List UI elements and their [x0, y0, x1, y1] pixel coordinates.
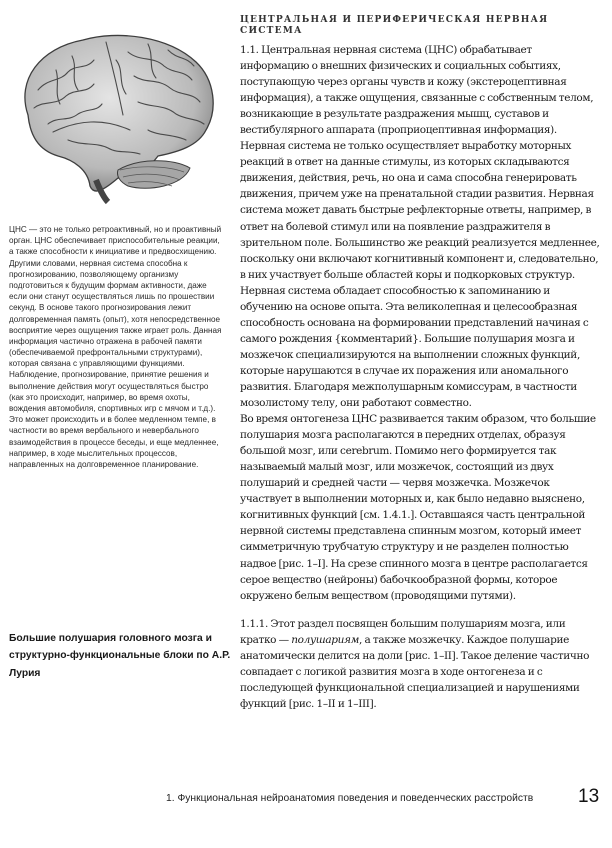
main-text [240, 42, 602, 712]
footer-chapter-title: 1. Функциональная нейроанатомия поведения и поведенческих расстройств [166, 793, 534, 804]
paragraph-ontogenesis: Во время онтогенеза ЦНС развивается таким образом, что большие полушария мозга располагаются в передних отделах, образуя большой мозг, или cerebrum. Помимо него формируется так называемый малый мозг, или мозжечок, состоящий из двух полушарий и средней части — червя мозжечка. Мозжечок участвует в выполнении моторных и, как было недавно выяснено, когнитивных функций [см. 1.4.1.]. Оставшаяся часть центральной нервной системы представлена спинным мозгом, который имеет симметричную трубчатую структуру и не разделен полностью надвое [рис. 1–I]. На срезе спинного мозга в центре располагается серое вещество (нейроны) бабочкообразной формы, которое окружено белым веществом (проводящими путями). [240, 413, 596, 602]
running-head: ЦЕНТРАЛЬНАЯ И ПЕРИФЕРИЧЕСКАЯ НЕРВНАЯ СИСТЕМА [240, 14, 549, 36]
paragraph-text: , а также мозжечку. Каждое полушарие анатомически делится на доли [рис. 1–II]. Такое деление частично совпадает с логикой развития мозга в ходе онтогенеза и с последующей функциональной специализацией и нарушениями функций [рис. 1–II и 1–III]. [240, 633, 590, 710]
sidenote: ЦНС — это не только ретроактивный, но и проактивный орган. ЦНС обеспечивает приспособительные реакции, а также способности к инициативе и предвосхищению. Другими словами, нервная система способна к прогнозированию, позволяющему организму подготовиться к будущим формам активности, даже если они станут осуществляться лишь по прошествии секунд. В основе такого прогнозирования лежит долговременная память (опыт), хотя непосредственное восприятие через ощущения также играет роль. Данная информация частично отражена в рабочей памяти (обеспечиваемой префронтальными структурами), которая связана с управляющими функциями. Наблюдение, прогнозирование, принятие решения и выполнение действия могут осуществляться быстро (как это происходит, например, во время охоты, вождения автомобиля, спортивных игр с мячом и т.д.). Это может происходить и в более медленном темпе, в частности во время вербального и невербального взаимодействия в процессе беседы, и еще медленнее, например, в ходе мыслительных процессов, направленных на долговременное планирование. [9, 225, 222, 469]
paragraph-memory: Нервная система обладает способностью к запоминанию и обучению на основе опыта. Эта великолепная и целесообразная способность основана на формировании представлений начиная с самого рождения {комментарий}. Большие полушария мозга и мозжечок специализируются на выполнении сложных функций, которые нарушаются в случае их поражения или аномального развития. Благодаря межполушарным комиссурам, в частности мозолистому телу, они работают совместно. [240, 284, 589, 410]
section-heading: Большие полушария головного мозга и структурно-функциональные блоки по А.Р. Лурия [9, 633, 231, 679]
section-number: 1.1. [240, 44, 259, 56]
emphasis-term: полушариям [291, 633, 359, 646]
paragraph-text: Центральная нервная система (ЦНС) обрабатывает информацию о внешних физических и социальных событиях, поступающую через органы чувств и кожу (экстероцептивная информация), а также ощущения, связанные с собственным телом, возникающие в результате раздражения мышц, суставов и вестибулярного аппарата (проприоцептивная информация). Нервная система не только осуществляет выработку моторных реакций в ответ на данные стимулы, из которых складываются движения, действия, речь, но она и сама способна генерировать движения, причем уже на пренатальной стадии развития. Нервная система может давать быстрые рефлекторные ответы, например, в ответ на болевой стимул или на появление раздражителя в зрительном поле. Большинство же реакций реализуется медленнее, поскольку они включают когнитивный компонент и, следовательно, в них участвует больше областей коры и подкорковых структур. [240, 44, 600, 281]
brain-illustration-icon [8, 20, 223, 205]
page-number: 13 [578, 786, 600, 807]
paragraph-1-1-1 [240, 616, 602, 712]
paragraph-1-1 [240, 42, 602, 283]
section-number: 1.1.1. [240, 617, 268, 630]
paragraph-text: Этот раздел посвящен большим полушариям мозга, или кратко — [240, 617, 566, 646]
